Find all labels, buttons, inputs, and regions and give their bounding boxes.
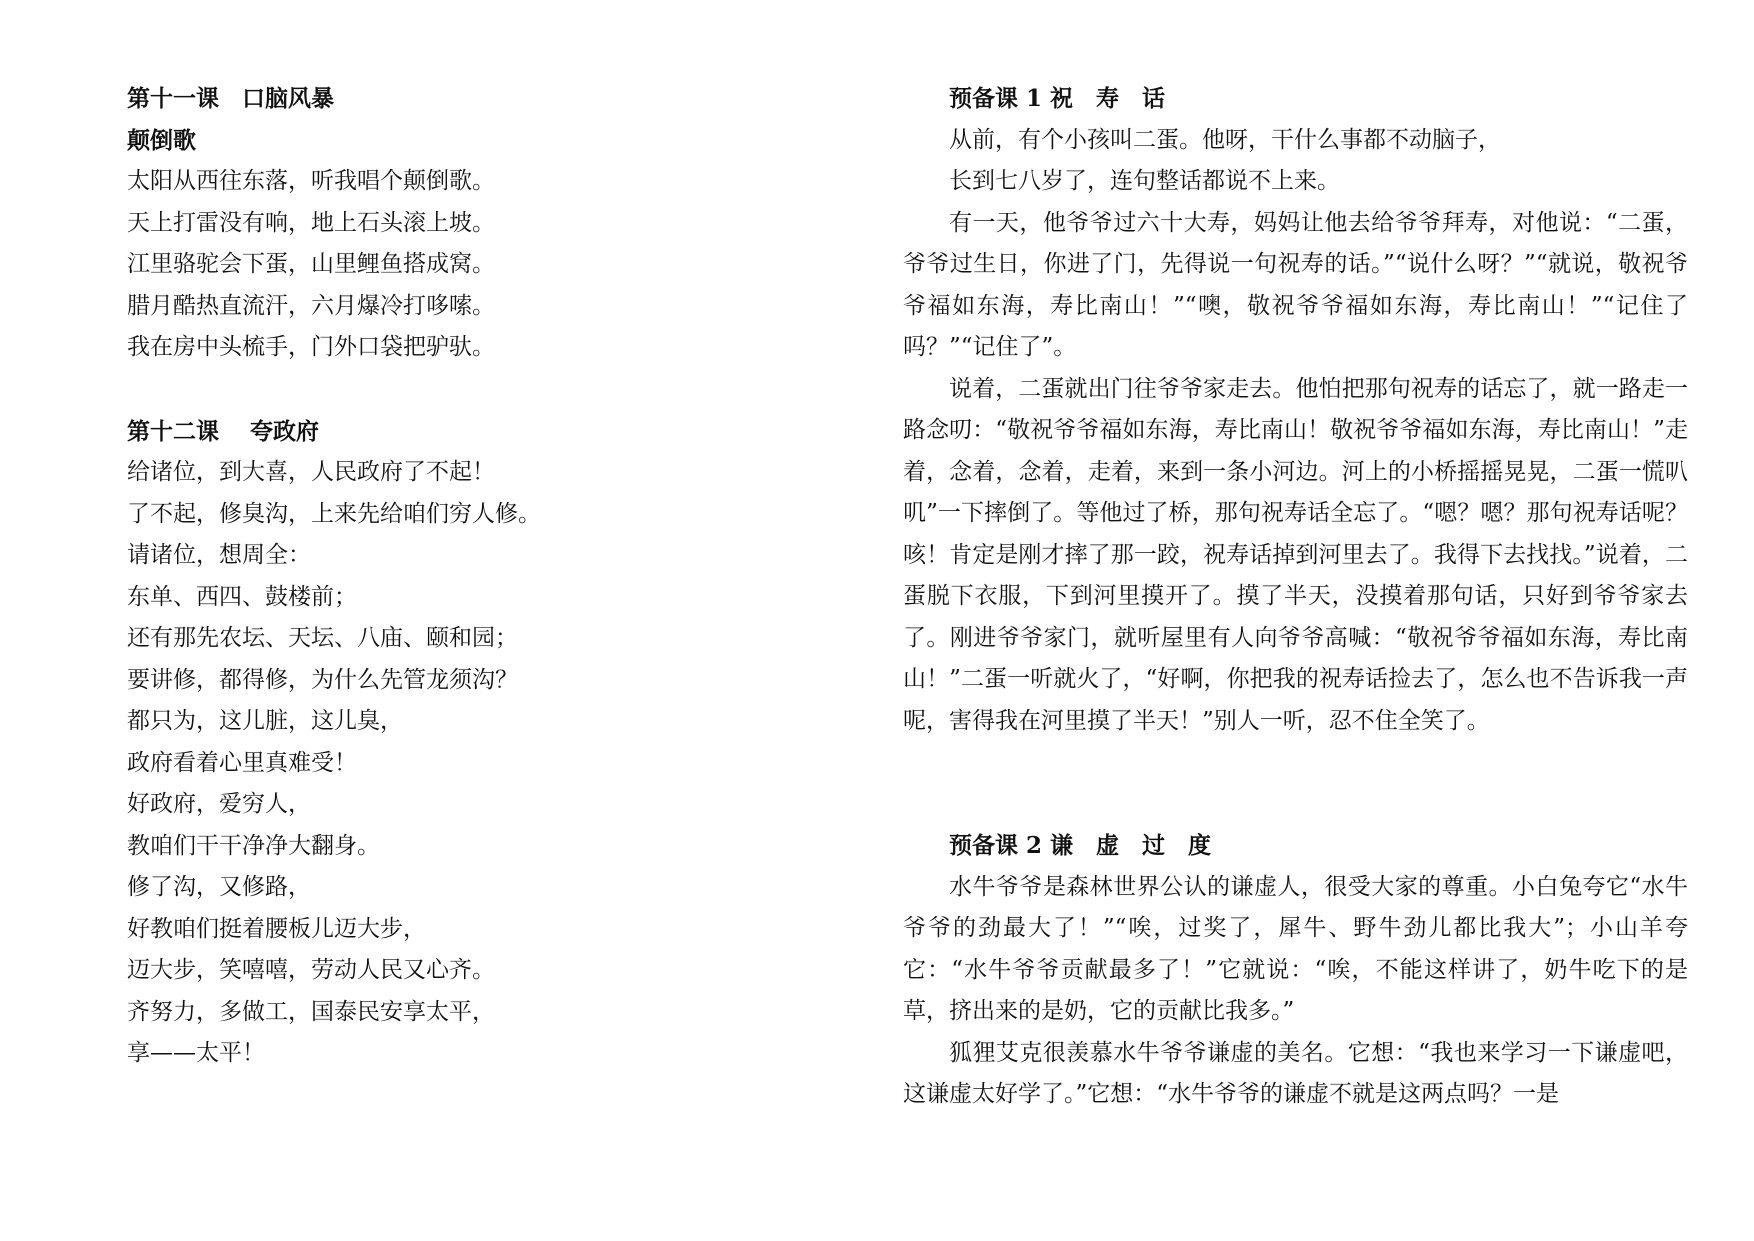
verse-line: 迈大步，笑嘻嘻，劳动人民又心齐。 — [127, 957, 495, 983]
verse-line: 好政府，爱穷人， — [127, 791, 311, 817]
prep2-title: 预备课 2 谦 虚 过 度 — [949, 832, 1212, 859]
poem-line: 江里骆驼会下蛋，山里鲤鱼搭成窝。 — [127, 251, 495, 277]
verse-line: 齐努力，多做工，国泰民安享太平， — [127, 998, 495, 1025]
lesson11-subtitle: 颠倒歌 — [127, 126, 196, 154]
poem-line: 天上打雷没有响，地上石头滚上坡。 — [127, 209, 495, 236]
verse-line: 了不起，修臭沟，上来先给咱们穷人修。 — [127, 500, 541, 527]
prep1-paragraph: 说着，二蛋就出门往爷爷家走去。他怕把那句祝寿的话忘了，就一路走一路念叨：“敬祝爷爷福如东海，寿比南山！敬祝爷爷福如东海，寿比南山！”走着，念着，念着，走着，来到一条小河边。河上的小桥摇摇晃晃，二蛋一慌叭叽”一下摔倒了。等他过了桥，那句祝寿话全忘了。“嗯？嗯？那句祝寿话呢？咳！肯定是刚才摔了那一跤，祝寿话掉到河里去了。我得下去找找。”说着，二蛋脱下衣服，下到河里摸开了。摸了半天，没摸着那句话，只好到爷爷家去了。刚进爷爷家门，就听屋里有人向爷爷高喊：“敬祝爷爷福如东海，寿比南山！”二蛋一听就火了，“好啊，你把我的祝寿话捡去了，怎么也不告诉我一声呢，害得我在河里摸了半天！”别人一听，忍不住全笑了。 — [903, 375, 1688, 734]
verse-line: 要讲修，都得修，为什么先管龙须沟？ — [127, 666, 518, 693]
prep1-intro-line: 长到七八岁了，连句整话都说不上来。 — [949, 168, 1340, 194]
verse-line: 教咱们干干净净大翻身。 — [127, 832, 380, 859]
lesson11-title: 第十一课 口脑风暴 — [127, 85, 334, 112]
verse-line: 好教咱们挺着腰板儿迈大步， — [127, 915, 426, 942]
lesson12-title: 第十二课 夸政府 — [127, 417, 320, 445]
prep1-title: 预备课 1 祝 寿 话 — [949, 85, 1166, 112]
prep2-paragraph: 水牛爷爷是森林世界公认的谦虚人，很受大家的尊重。小白兔夸它“水牛爷爷的劲最大了！”“唉，过奖了，犀牛、野牛劲儿都比我大”；小山羊夸它：“水牛爷爷贡献最多了！”它就说：“唉，不能这样讲了，奶牛吃下的是草，挤出来的是奶，它的贡献比我多。” — [903, 873, 1688, 1024]
prep1-paragraph: 有一天，他爷爷过六十大寿，妈妈让他去给爷爷拜寿，对他说：“二蛋，爷爷过生日，你进了门，先得说一句祝寿的话。”“说什么呀？”“就说，敬祝爷爷福如东海，寿比南山！”“噢，敬祝爷爷福如东海，寿比南山！”“记住了吗？”“记住了”。 — [903, 209, 1688, 360]
right-column — [903, 78, 1688, 1116]
poem-line: 我在房中头梳手，门外口袋把驴驮。 — [127, 334, 495, 360]
verse-line: 修了沟，又修路， — [127, 874, 311, 900]
prep2-paragraph: 狐狸艾克很羡慕水牛爷爷谦虚的美名。它想：“我也来学习一下谦虚吧，这谦虚太好学了。”它想：“水牛爷爷的谦虚不就是这两点吗？一是 — [903, 1039, 1688, 1107]
verse-line: 请诸位，想周全： — [127, 542, 311, 568]
prep1-intro-line: 从前，有个小孩叫二蛋。他呀，干什么事都不动脑子， — [949, 126, 1501, 153]
verse-line: 享——太平！ — [127, 1040, 265, 1066]
verse-line: 政府看着心里真难受！ — [127, 749, 357, 776]
verse-line: 给诸位，到大喜，人民政府了不起！ — [127, 459, 495, 485]
poem-line: 太阳从西往东落，听我唱个颠倒歌。 — [127, 168, 495, 194]
verse-line: 东单、西四、鼓楼前； — [127, 583, 357, 610]
poem-line: 腊月酷热直流汗，六月爆冷打哆嗦。 — [127, 292, 495, 319]
verse-line: 都只为，这儿脏，这儿臭， — [127, 708, 403, 734]
left-column — [127, 78, 687, 1075]
verse-line: 还有那先农坛、天坛、八庙、颐和园； — [127, 625, 518, 651]
